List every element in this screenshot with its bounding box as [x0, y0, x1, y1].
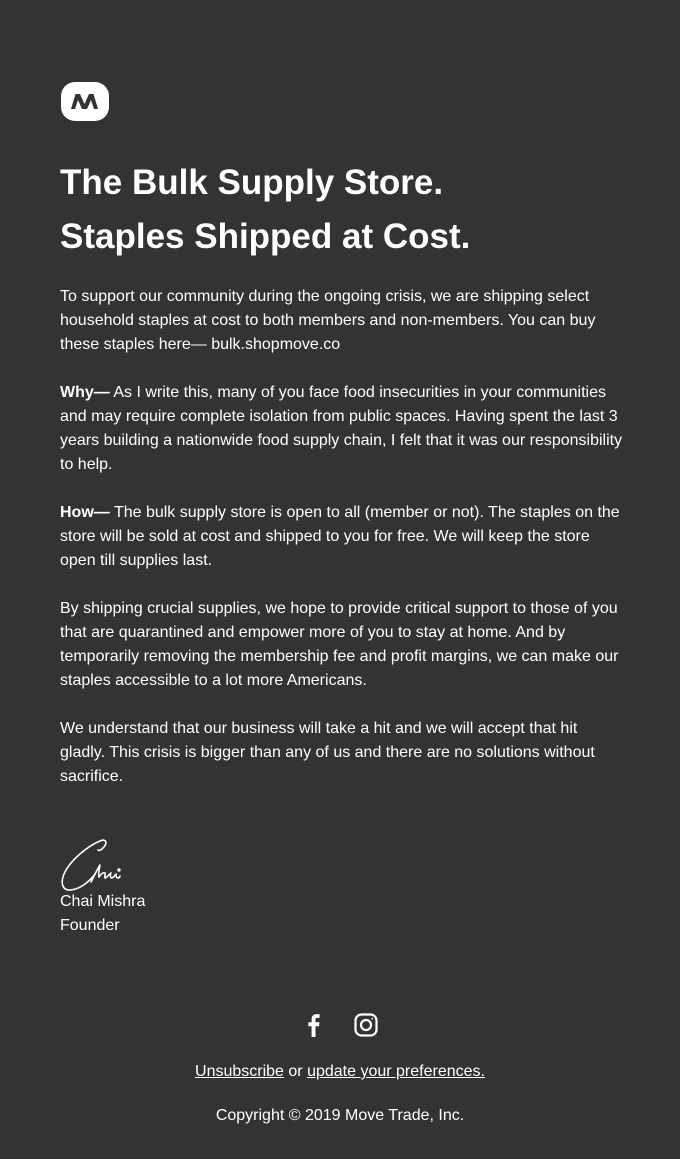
handwritten-signature: [58, 836, 124, 894]
why-label: Why—: [60, 384, 110, 401]
headline: [60, 156, 640, 264]
support-paragraph: By shipping crucial supplies, we hope to provide critical support to those of you that are quarantined and empower more of you to stay at home. And by temporarily removing the membership fee and profit margins, we can make our staples accessible to a lot more Americans.: [60, 600, 619, 689]
instagram-icon[interactable]: [352, 1011, 380, 1039]
unsubscribe-link[interactable]: Unsubscribe: [195, 1063, 284, 1080]
why-paragraph: [60, 381, 625, 477]
why-text: As I write this, many of you face food insecurities in your communities and may require complete isolation from public spaces. Having spent the last 3 years building a nationwide food supply chain, I felt that it was our responsibility to help.: [60, 384, 623, 473]
how-label: How—: [60, 504, 110, 521]
copyright: Copyright © 2019 Move Trade, Inc.: [215, 1107, 465, 1124]
facebook-icon[interactable]: [300, 1011, 328, 1039]
how-text: The bulk supply store is open to all (member or not). The staples on the store will be sold at cost and shipped to you for free. We will keep the store open till supplies last.: [60, 504, 620, 569]
intro-paragraph: To support our community during the ongoing crisis, we are shipping select household staples at cost to both members and non-members. You can buy these staples here— bulk.shopmove.co: [60, 288, 596, 353]
signature-title: Founder: [60, 917, 120, 934]
letter-body: [60, 285, 625, 813]
social-links: [0, 1011, 680, 1039]
how-paragraph: [60, 501, 625, 573]
update-preferences-link[interactable]: update your preferences.: [307, 1063, 485, 1080]
headline-line-2: Staples Shipped at Cost.: [60, 217, 471, 256]
headline-line-1: The Bulk Supply Store.: [60, 163, 444, 202]
move-logo-icon: [61, 82, 109, 121]
footer-or: or: [283, 1063, 308, 1080]
footer-links: [0, 1060, 680, 1084]
sacrifice-paragraph: We understand that our business will take a hit and we will accept that hit gladly. This crisis is bigger than any of us and there are no solutions without sacrifice.: [60, 720, 595, 785]
signature-name: Chai Mishra: [60, 893, 146, 910]
